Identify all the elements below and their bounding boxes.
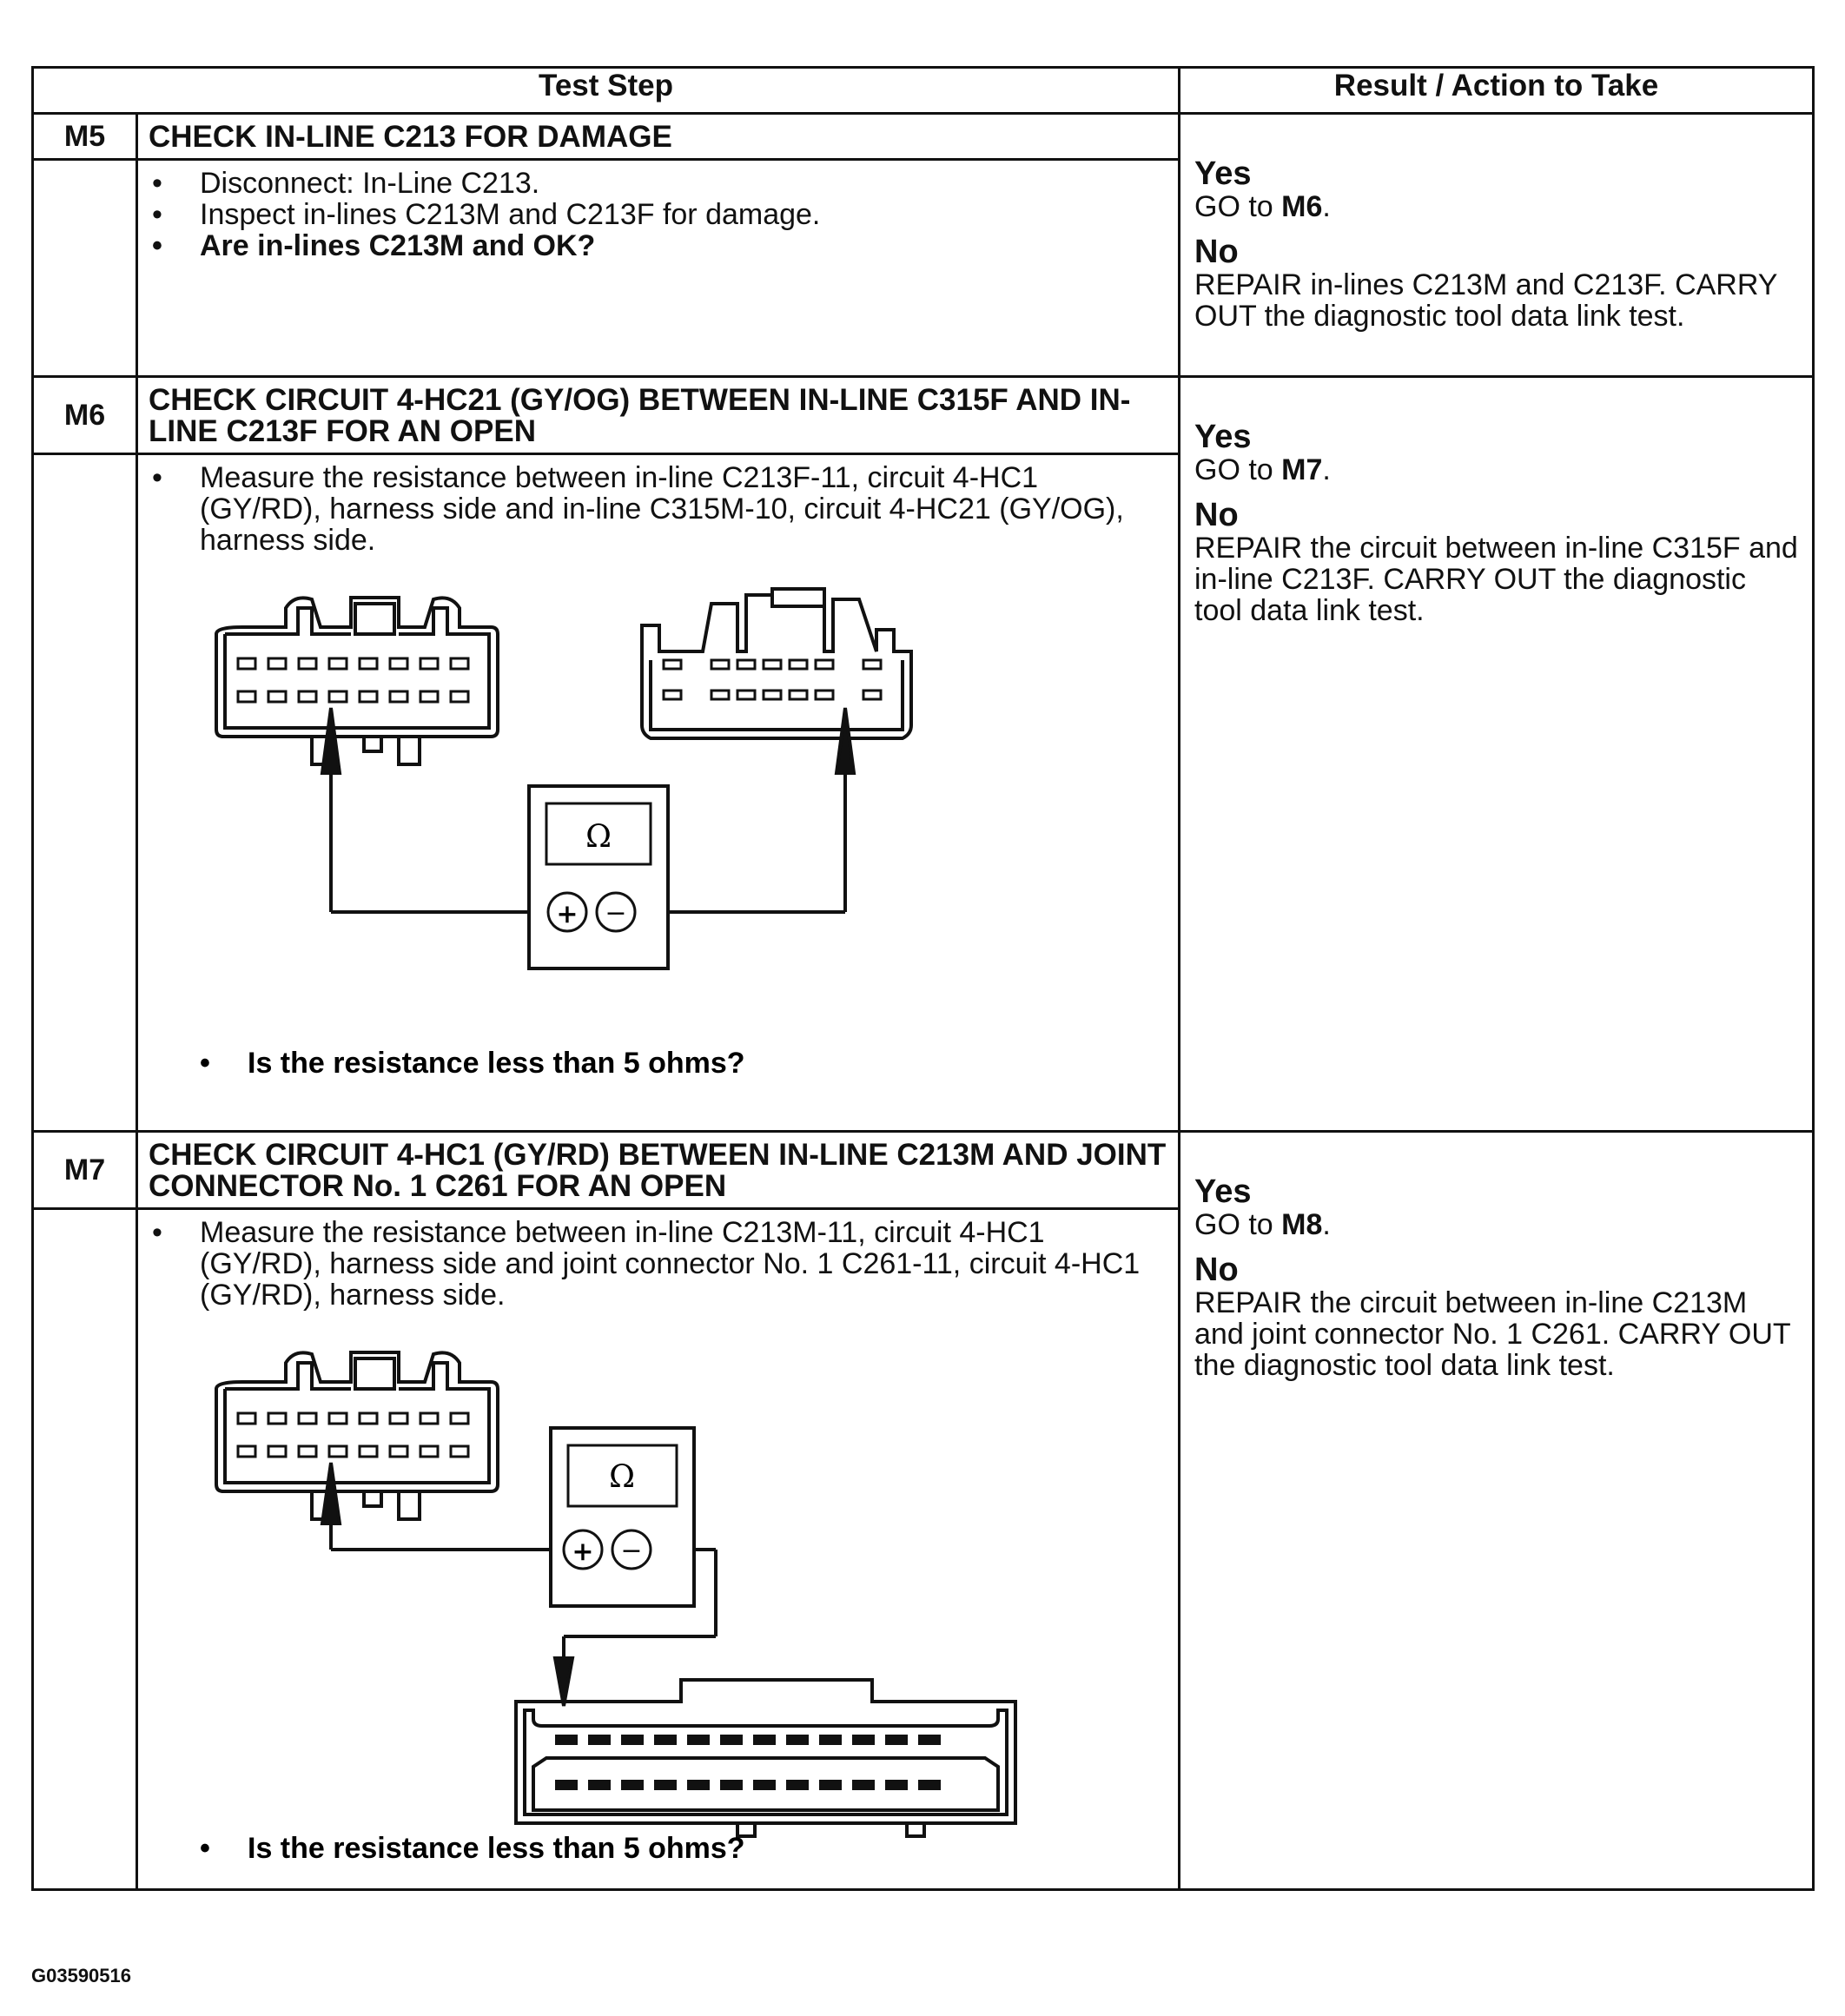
step-m6-result: [1180, 377, 1814, 1132]
step-m5-result: [1180, 114, 1814, 377]
m7-wiring-diagram: [138, 1311, 1180, 1867]
step-title: CHECK CIRCUIT 4-HC21 (GY/OG) BETWEEN IN-LINE C315F AND IN-LINE C213F FOR AN OPEN: [137, 377, 1180, 454]
ohmmeter-icon: [551, 1428, 694, 1606]
svg-text:+: +: [556, 899, 579, 929]
yes-action: GO to M7.: [1194, 453, 1331, 486]
no-label: No: [1194, 497, 1239, 533]
ohmmeter-icon: [529, 786, 668, 968]
ohm-symbol: Ω: [585, 819, 612, 855]
step-instructions: [138, 161, 1178, 261]
svg-text:•: •: [200, 1832, 210, 1865]
table-header-row: [33, 68, 1814, 114]
step-m7-title-row: [33, 1132, 1814, 1209]
yes-action: GO to M8.: [1194, 1208, 1331, 1241]
svg-text:+: +: [572, 1537, 594, 1567]
step-title: CHECK IN-LINE C213 FOR DAMAGE: [137, 114, 1180, 160]
no-action: REPAIR the circuit between in-line C213M and joint connector No. 1 C261. CARRY OUT the diagnostic tool data link test.: [1194, 1286, 1791, 1382]
header-result-action: Result / Action to Take: [1180, 68, 1814, 114]
svg-text:•: •: [200, 1047, 210, 1080]
step-body: [137, 160, 1180, 377]
goto-link-m7[interactable]: M7: [1281, 453, 1323, 486]
step-id: M7: [33, 1132, 137, 1209]
yes-action: GO to M6.: [1194, 190, 1331, 223]
no-action: REPAIR the circuit between in-line C315F and in-line C213F. CARRY OUT the diagnostic tool data link test.: [1194, 532, 1798, 627]
goto-link-m8[interactable]: M8: [1281, 1208, 1323, 1241]
connector-c213f-icon: [216, 598, 498, 764]
step-id: M6: [33, 377, 137, 454]
step-m7-result: [1180, 1132, 1814, 1890]
svg-text:−: −: [620, 1536, 643, 1566]
joint-connector-c261-icon: [516, 1680, 1015, 1836]
step-body: [137, 1209, 1180, 1890]
ohm-symbol: Ω: [609, 1459, 635, 1495]
yes-label: Yes: [1194, 419, 1252, 455]
no-label: No: [1194, 234, 1239, 270]
yes-label: Yes: [1194, 1173, 1252, 1210]
instruction-item: • Inspect in-lines C213M and C213F for damage.: [152, 199, 1143, 230]
no-action: REPAIR in-lines C213M and C213F. CARRY OUT the diagnostic tool data link test.: [1194, 268, 1777, 333]
instruction-item: • Disconnect: In-Line C213.: [152, 168, 1143, 199]
step-body: [137, 454, 1180, 1132]
goto-link-m6[interactable]: M6: [1281, 190, 1323, 223]
header-test-step: Test Step: [33, 68, 1180, 114]
connector-c315m-icon: [642, 589, 911, 738]
svg-text:−: −: [605, 898, 627, 929]
diagnostic-table-page: [31, 66, 1812, 1925]
step-title: CHECK CIRCUIT 4-HC1 (GY/RD) BETWEEN IN-LINE C213M AND JOINT CONNECTOR No. 1 C261 FOR AN OPEN: [137, 1132, 1180, 1209]
instruction-item: • Measure the resistance between in-line C213F-11, circuit 4-HC1 (GY/RD), harness side and in-line C315M-10, circuit 4-HC21 (GY/OG), harness side.: [152, 462, 1143, 556]
step-id: M5: [33, 114, 137, 160]
step-instructions: [138, 1210, 1178, 1311]
step-instructions: [138, 455, 1178, 556]
yes-label: Yes: [1194, 155, 1252, 192]
figure-id: G03590516: [31, 1965, 131, 1986]
no-label: No: [1194, 1252, 1239, 1288]
step-question: Is the resistance less than 5 ohms?: [248, 1832, 745, 1865]
connector-c213m-icon: [216, 1352, 498, 1519]
instruction-item: • Measure the resistance between in-line C213M-11, circuit 4-HC1 (GY/RD), harness side and joint connector No. 1 C261-11, circuit 4-HC1 (GY/RD), harness side.: [152, 1217, 1143, 1311]
step-m5-title-row: [33, 114, 1814, 160]
step-question: Is the resistance less than 5 ohms?: [248, 1047, 745, 1080]
step-m6-title-row: [33, 377, 1814, 454]
step-question: • Are in-lines C213M and OK?: [152, 230, 1143, 261]
test-step-table: [31, 66, 1815, 1891]
m6-wiring-diagram: [138, 556, 1180, 1086]
